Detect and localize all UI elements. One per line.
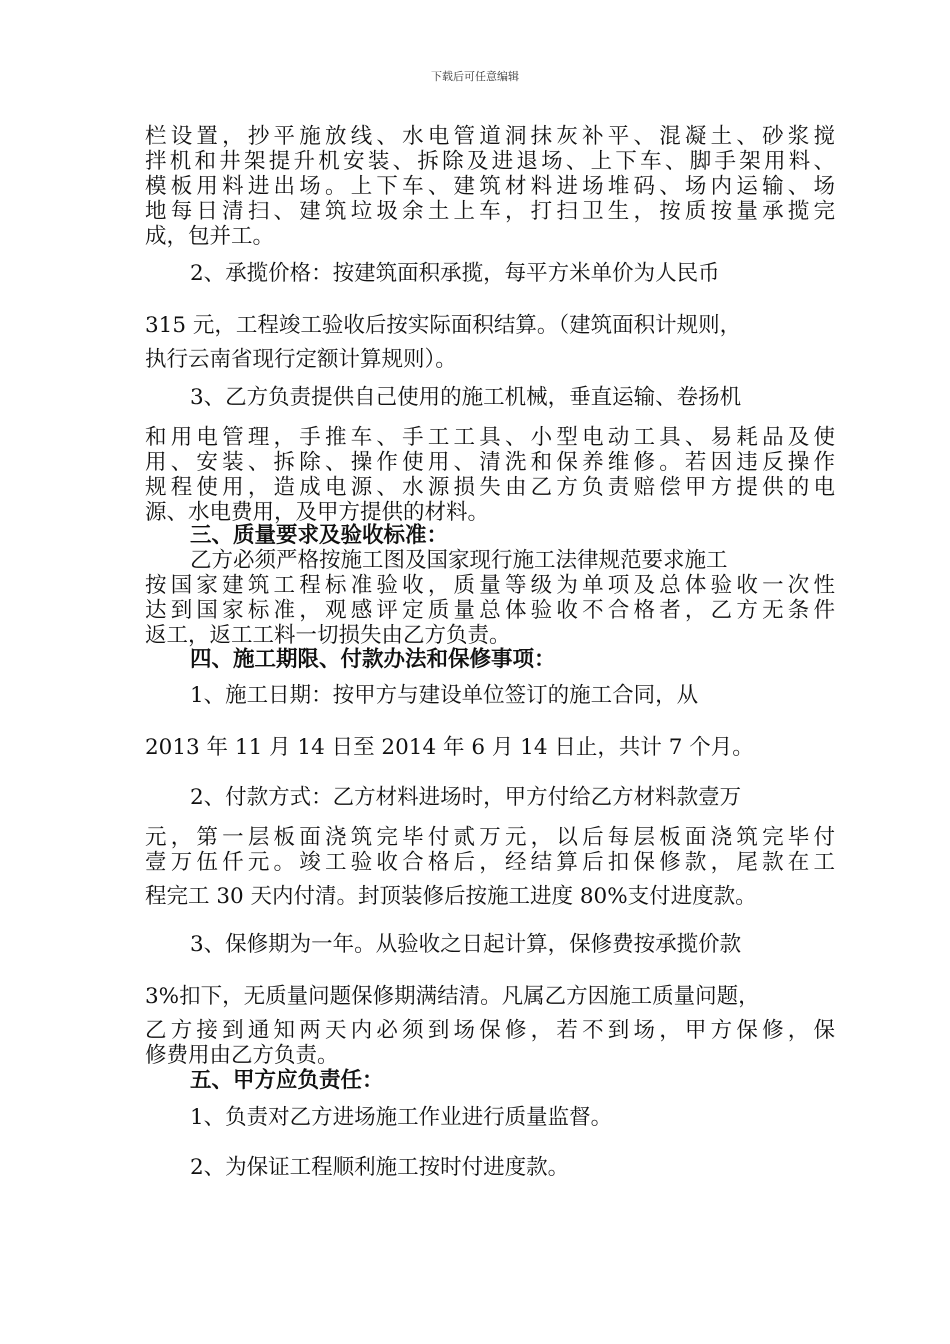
text-line: 乙方接到通知两天内必须到场保修，若不到场，甲方保修，保 [145,1018,835,1043]
text-line: 2013 年 11 月 14 日至 2014 年 6 月 14 日止，共计 7 个月。 [145,735,754,760]
clause-1-supervision: 1、负责对乙方进场施工作业进行质量监督。 [190,1105,613,1130]
text-line: 修费用由乙方负责。 [145,1043,339,1068]
section-heading-schedule: 四、施工期限、付款办法和保修事项： [190,647,556,672]
text-line: 用、安装、拆除、操作使用、清洗和保养维修。若因违反操作 [145,450,835,475]
text-line: 和用电管理，手推车、手工工具、小型电动工具、易耗品及使 [145,425,835,450]
text-line: 成，包并工。 [145,224,275,249]
text-line: 栏设置，抄平施放线、水电管道洞抹灰补平、混凝土、砂浆搅 [145,124,835,149]
text-line: 达到国家标准，观感评定质量总体验收不合格者，乙方无条件 [145,598,835,623]
text-line: 315 元，工程竣工验收后按实际面积结算。（建筑面积计规则， [145,313,742,338]
clause-2-progress-payment: 2、为保证工程顺利施工按时付进度款。 [190,1155,570,1180]
section-heading-party-a: 五、甲方应负责任： [190,1068,384,1093]
text-line: 执行云南省现行定额计算规则）。 [145,347,457,372]
text-line: 乙方必须严格按施工图及国家现行施工法律规范要求施工 [190,548,728,573]
text-line: 返工，返工工料一切损失由乙方负责。 [145,623,511,648]
clause-3-machinery: 3、乙方负责提供自己使用的施工机械，垂直运输、卷扬机 [190,385,742,410]
text-line: 源、水电费用，及甲方提供的材料。 [145,500,490,525]
clause-2-payment: 2、付款方式：乙方材料进场时，甲方付给乙方材料款壹万 [190,785,742,810]
text-line: 按国家建筑工程标准验收，质量等级为单项及总体验收一次性 [145,573,835,598]
text-line: 地每日清扫、建筑垃圾余土上车，打扫卫生，按质按量承揽完 [145,199,835,224]
text-line: 壹万伍仟元。竣工验收合格后，经结算后扣保修款，尾款在工 [145,850,835,875]
text-line: 模板用料进出场。上下车、建筑材料进场堆码、场内运输、场 [145,174,835,199]
section-heading-quality: 三、质量要求及验收标准： [190,523,449,548]
text-line: 3%扣下，无质量问题保修期满结清。凡属乙方因施工质量问题， [145,984,760,1009]
clause-1-dates: 1、施工日期：按甲方与建设单位签订的施工合同，从 [190,683,699,708]
clause-2-price: 2、承揽价格：按建筑面积承揽，每平方米单价为人民币 [190,261,720,286]
text-line: 拌机和井架提升机安装、拆除及进退场、上下车、脚手架用料、 [145,149,835,174]
text-line: 程完工 30 天内付清。封顶装修后按施工进度 80%支付进度款。 [145,884,757,909]
page-header: 下载后可任意编辑 [431,70,519,83]
text-line: 元，第一层板面浇筑完毕付贰万元，以后每层板面浇筑完毕付 [145,825,835,850]
clause-3-warranty: 3、保修期为一年。从验收之日起计算，保修费按承揽价款 [190,932,742,957]
text-line: 规程使用，造成电源、水源损失由乙方负责赔偿甲方提供的电 [145,475,835,500]
